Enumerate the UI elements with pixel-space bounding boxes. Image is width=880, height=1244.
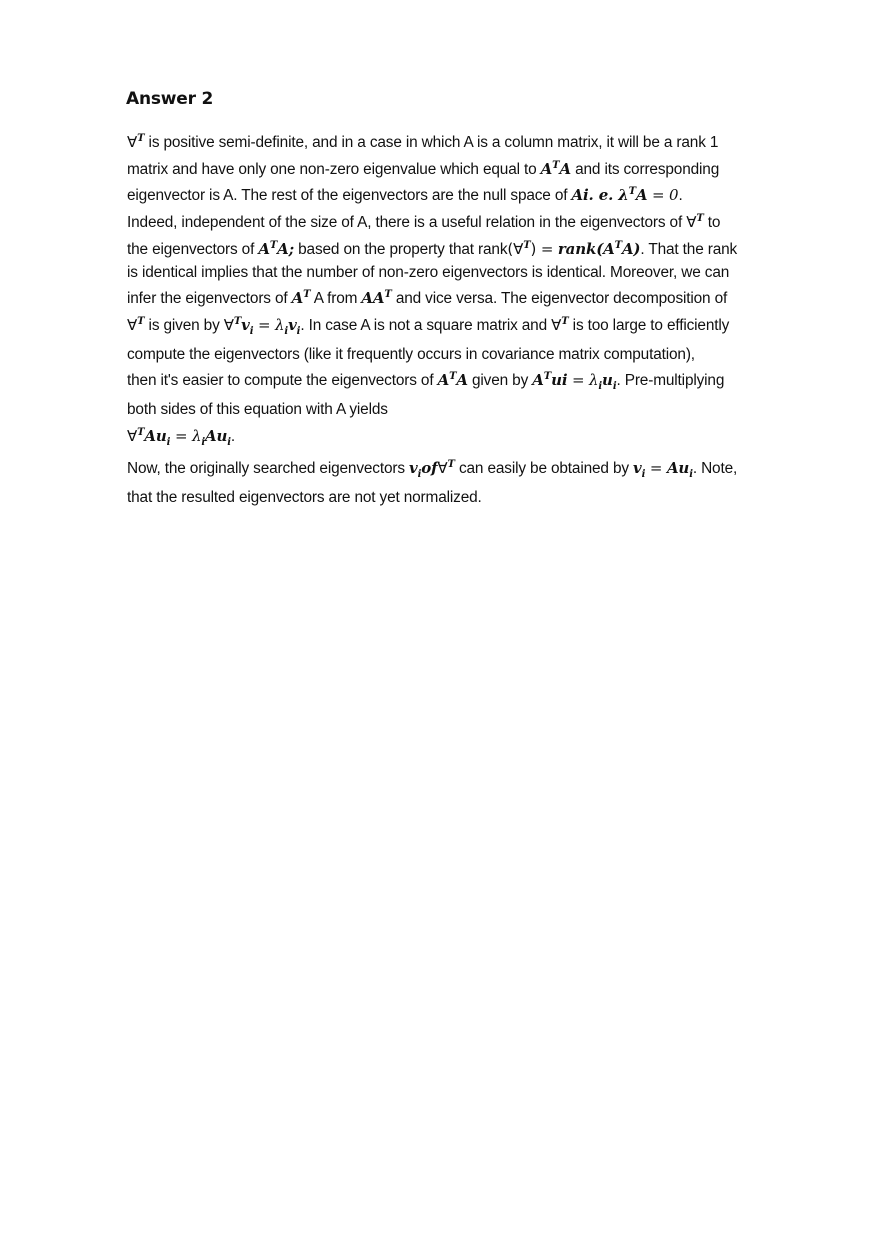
- math-superscript: T: [696, 213, 704, 225]
- math-subscript: i: [227, 436, 231, 448]
- text-segment: eigenvector is A. The rest of the eigenvectors are the null space of: [127, 187, 572, 205]
- text-segment: is positive semi-definite, and in a case in which A is a column matrix, it will be a rank 1: [144, 134, 719, 152]
- text-segment: the eigenvectors of: [127, 241, 259, 258]
- math-subscript: i: [689, 469, 693, 481]
- math-superscript: T: [543, 371, 552, 383]
- math-subscript: i: [201, 436, 205, 448]
- math-subscript: i: [249, 326, 254, 338]
- text-segment: Now, the originally searched eigenvectors: [127, 460, 410, 478]
- math-superscript: T: [137, 426, 145, 438]
- text-line: [127, 235, 817, 262]
- math-expression: Au: [666, 459, 690, 478]
- math-expression: AA: [361, 289, 385, 308]
- math-expression: v: [288, 316, 297, 335]
- math-subscript: i: [417, 469, 422, 481]
- math-expression: A: [456, 371, 468, 390]
- math-subscript: i: [641, 469, 646, 481]
- text-segment: . Pre-multiplying: [616, 372, 725, 390]
- text-line: [127, 366, 817, 399]
- math-expression: Au: [205, 426, 228, 445]
- math-expression: ): [530, 240, 537, 258]
- math-expression: A;: [277, 240, 295, 258]
- math-expression: v: [241, 316, 250, 335]
- text-segment: both sides of this equation with A yields: [127, 401, 388, 419]
- text-line: [127, 422, 817, 455]
- text-segment: is identical implies that the number of non-zero eigenvectors is identical. Moreover, we can: [127, 263, 730, 281]
- math-expression: ∀: [127, 426, 138, 445]
- math-expression: ∀: [127, 316, 138, 335]
- math-superscript: T: [449, 371, 457, 383]
- text-line: [127, 181, 817, 208]
- math-expression: A: [559, 159, 571, 178]
- text-segment: . In case A is not a square matrix and: [300, 317, 552, 335]
- math-expression: ∀: [223, 316, 234, 335]
- math-expression: ∀: [437, 459, 448, 478]
- text-segment: that the resulted eigenvectors are not yet normalized.: [127, 489, 482, 507]
- math-superscript: T: [137, 133, 145, 144]
- math-superscript: T: [137, 315, 145, 327]
- math-expression: A: [291, 289, 304, 308]
- math-superscript: T: [269, 239, 278, 251]
- text-segment: can easily be obtained by: [454, 460, 634, 478]
- math-expression: Ai. e. λ: [571, 186, 629, 205]
- text-segment: then it's easier to compute the eigenvectors of: [127, 372, 438, 390]
- math-subscript: i: [612, 381, 617, 393]
- math-subscript: i: [296, 326, 301, 338]
- answer-heading: Answer 2: [126, 89, 214, 109]
- math-expression: A: [437, 371, 450, 390]
- math-expression: = λ: [567, 371, 599, 390]
- text-segment: A from: [310, 290, 362, 308]
- text-segment: matrix and have only one non-zero eigenvalue which equal to: [127, 160, 541, 178]
- math-superscript: T: [628, 186, 636, 198]
- text-segment: is too large to efficiently: [568, 317, 730, 335]
- math-expression: v: [633, 459, 642, 478]
- text-line: [127, 399, 817, 422]
- text-segment: Indeed, independent of the size of A, there is a useful relation in the eigenvectors of: [127, 214, 687, 232]
- math-expression: ui: [551, 371, 568, 390]
- math-superscript: T: [233, 315, 242, 327]
- text-segment: based on the property that rank: [294, 241, 508, 258]
- math-expression: v: [409, 459, 418, 478]
- math-subscript: i: [598, 381, 603, 393]
- math-expression: =: [645, 459, 667, 478]
- text-line: [127, 262, 817, 285]
- math-superscript: T: [561, 315, 569, 327]
- math-expression: A): [621, 240, 641, 258]
- math-superscript: T: [447, 459, 455, 471]
- text-segment: infer the eigenvectors of: [127, 290, 292, 308]
- text-line: [127, 344, 817, 367]
- math-subscript: i: [284, 326, 289, 338]
- math-expression: u: [602, 371, 613, 390]
- math-superscript: T: [552, 159, 560, 171]
- text-segment: and vice versa. The eigenvector decomposition of: [391, 290, 728, 308]
- text-segment: given by: [467, 372, 533, 390]
- text-line: [127, 208, 817, 235]
- math-superscript: T: [523, 239, 531, 251]
- text-segment: is given by: [144, 317, 224, 335]
- math-expression: A: [258, 240, 270, 258]
- math-expression: =: [536, 240, 558, 258]
- math-superscript: T: [614, 239, 622, 251]
- math-expression: A: [532, 371, 544, 390]
- text-segment: to: [703, 214, 721, 232]
- text-segment: .: [678, 187, 683, 205]
- math-expression: A: [540, 159, 553, 178]
- text-line: [127, 155, 817, 182]
- text-line: [127, 128, 817, 155]
- math-expression: ∀: [551, 316, 562, 335]
- math-expression: Au: [144, 426, 167, 445]
- math-superscript: T: [303, 289, 311, 301]
- math-expression: = λ: [253, 316, 285, 335]
- math-expression: A: [635, 186, 648, 205]
- text-segment: .: [230, 427, 236, 445]
- text-segment: . Note,: [692, 460, 738, 478]
- math-expression: = λ: [170, 426, 202, 445]
- math-expression: ∀: [127, 133, 138, 152]
- text-segment: . That the rank: [640, 241, 738, 258]
- math-expression: ∀: [686, 213, 697, 232]
- math-expression: of: [421, 459, 438, 478]
- math-superscript: T: [384, 289, 392, 301]
- math-expression: (∀: [507, 240, 524, 258]
- math-expression: = 0: [647, 186, 679, 205]
- math-subscript: i: [166, 436, 171, 448]
- answer-paragraph: [127, 128, 817, 510]
- text-line: [127, 284, 817, 311]
- text-line: [127, 454, 817, 487]
- text-segment: and its corresponding: [570, 160, 720, 178]
- text-line: [127, 487, 817, 510]
- text-segment: compute the eigenvectors (like it frequently occurs in covariance matrix computation),: [127, 345, 695, 363]
- text-line: [127, 311, 817, 344]
- math-expression: rank(A: [557, 240, 615, 258]
